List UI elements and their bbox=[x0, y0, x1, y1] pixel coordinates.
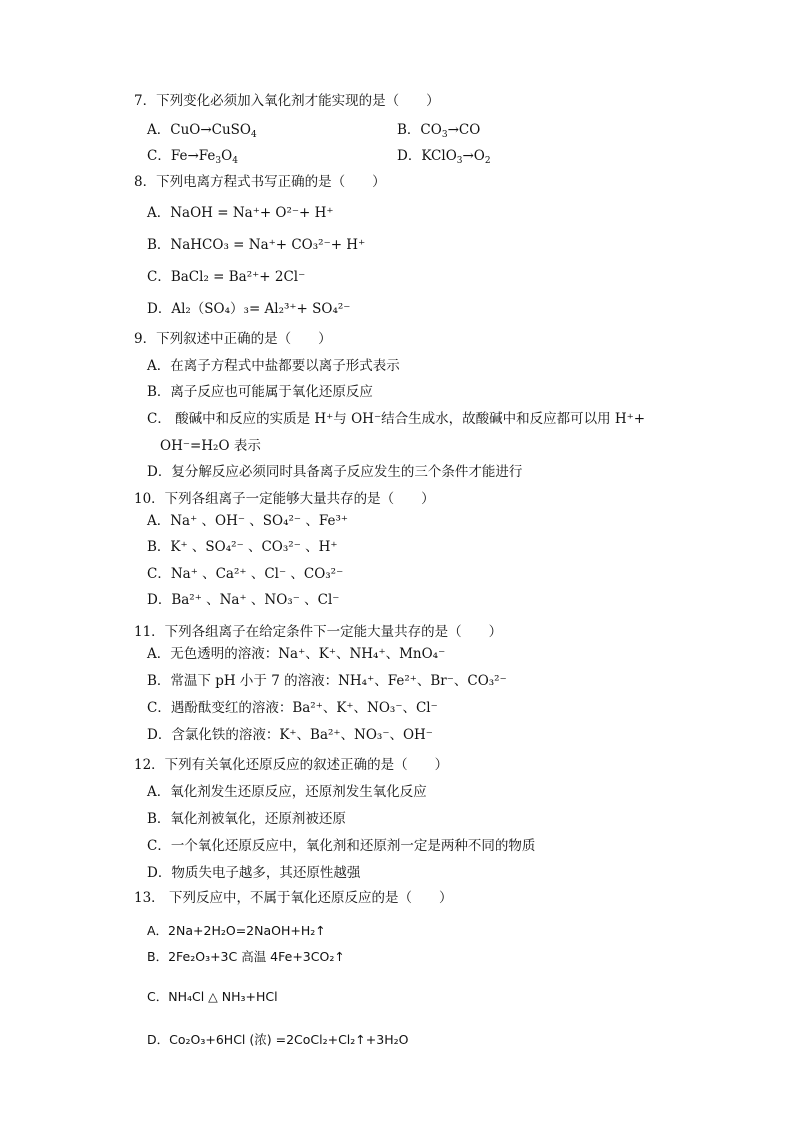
q10-option-b: B．K⁺ 、SO₄²⁻ 、CO₃²⁻ 、H⁺ bbox=[147, 539, 338, 555]
q9-option-c-line1: C． 酸碱中和反应的实质是 H⁺与 OH⁻结合生成水，故酸碱中和反应都可以用 H⁺+ bbox=[147, 411, 646, 427]
q9-option-d: D．复分解反应必须同时具备离子反应发生的三个条件才能进行 bbox=[147, 464, 523, 480]
q11-option-d: D．含氯化铁的溶液：K⁺、Ba²⁺、NO₃⁻、OH⁻ bbox=[147, 727, 433, 743]
q8-option-b: B．NaHCO₃ = Na⁺+ CO₃²⁻+ H⁺ bbox=[147, 237, 366, 253]
q11-stem: 11．下列各组离子在给定条件下一定能大量共存的是（ ） bbox=[134, 624, 503, 640]
q11-option-b: B．常温下 pH 小于 7 的溶液：NH₄⁺、Fe²⁺、Br⁻、CO₃²⁻ bbox=[147, 673, 507, 689]
q13-stem: 13． 下列反应中，不属于氧化还原反应的是（ ） bbox=[134, 890, 453, 906]
q7-stem: 7．下列变化必须加入氧化剂才能实现的是（ ） bbox=[134, 93, 440, 109]
q8-option-a: A．NaOH = Na⁺+ O²⁻+ H⁺ bbox=[147, 205, 334, 221]
q13-option-c: C．NH₄Cl △ NH₃+HCl bbox=[147, 989, 278, 1004]
q9-stem: 9．下列叙述中正确的是（ ） bbox=[134, 331, 332, 347]
q13-option-d: D．Co₂O₃+6HCl (浓) =2CoCl₂+Cl₂↑+3H₂O bbox=[147, 1032, 409, 1047]
q7-option-d: D．$KClO_3\to O_2$ bbox=[397, 148, 491, 166]
q10-option-a: A．Na⁺ 、OH⁻ 、SO₄²⁻ 、Fe³⁺ bbox=[147, 513, 348, 529]
q11-option-c: C．遇酚酞变红的溶液：Ba²⁺、K⁺、NO₃⁻、Cl⁻ bbox=[147, 700, 438, 716]
q7-option-c: C．$Fe\to Fe_3O_4$ bbox=[147, 148, 238, 166]
q7-option-b: B．$CO_3\to CO$ bbox=[397, 122, 481, 140]
q12-option-c: C．一个氧化还原反应中，氧化剂和还原剂一定是两种不同的物质 bbox=[147, 838, 536, 854]
q12-option-a: A．氧化剂发生还原反应，还原剂发生氧化反应 bbox=[147, 784, 427, 800]
q13-option-a: A．2Na+2H₂O=2NaOH+H₂↑ bbox=[147, 923, 326, 938]
q12-option-b: B．氧化剂被氧化，还原剂被还原 bbox=[147, 811, 346, 827]
q11-option-a: A．无色透明的溶液：Na⁺、K⁺、NH₄⁺、MnO₄⁻ bbox=[147, 646, 446, 662]
q10-stem: 10．下列各组离子一定能够大量共存的是（ ） bbox=[134, 491, 435, 507]
q8-stem: 8．下列电离方程式书写正确的是（ ） bbox=[134, 174, 386, 190]
q9-option-a: A．在离子方程式中盐都要以离子形式表示 bbox=[147, 358, 400, 374]
q7-option-a: A．CuO→CuSO$_4$ bbox=[147, 122, 257, 140]
q10-option-c: C．Na⁺ 、Ca²⁺ 、Cl⁻ 、CO₃²⁻ bbox=[147, 566, 344, 582]
q8-option-d: D．Al₂（SO₄）₃= Al₂³⁺+ SO₄²⁻ bbox=[147, 301, 351, 317]
q10-option-d: D．Ba²⁺ 、Na⁺ 、NO₃⁻ 、Cl⁻ bbox=[147, 592, 340, 608]
q9-option-c-line2: OH⁻=H₂O 表示 bbox=[160, 438, 261, 454]
q8-option-c: C．BaCl₂ = Ba²⁺+ 2Cl⁻ bbox=[147, 269, 306, 285]
q12-stem: 12．下列有关氧化还原反应的叙述正确的是（ ） bbox=[134, 757, 449, 773]
q13-option-b: B．2Fe₂O₃+3C 高温 4Fe+3CO₂↑ bbox=[147, 949, 345, 964]
q9-option-b: B．离子反应也可能属于氧化还原反应 bbox=[147, 384, 373, 400]
q12-option-d: D．物质失电子越多，其还原性越强 bbox=[147, 865, 361, 881]
